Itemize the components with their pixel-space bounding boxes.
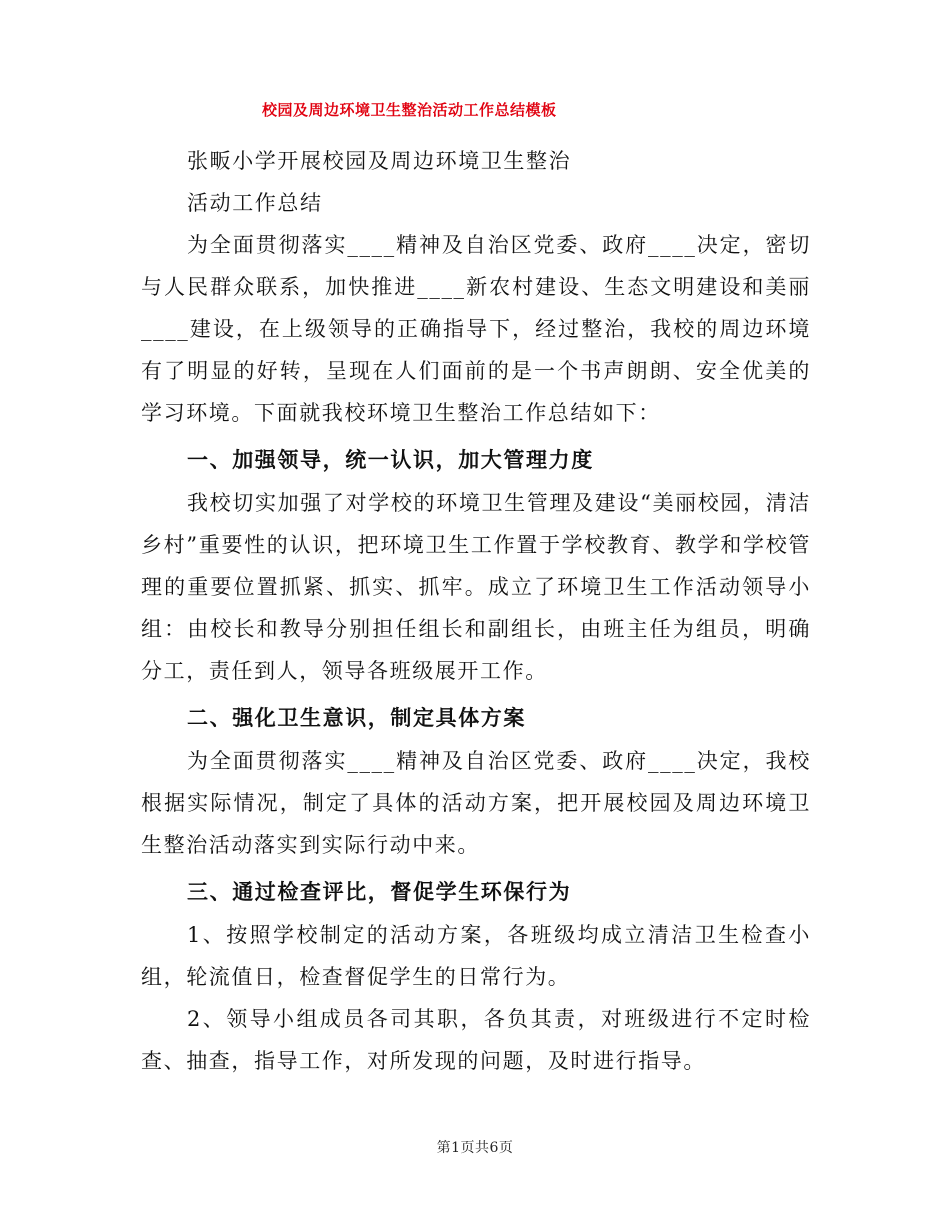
- section-1-heading: 一、加强领导，统一认识，加大管理力度: [187, 447, 594, 472]
- subtitle-line-2: 活动工作总结: [187, 191, 323, 215]
- section-1-paragraph: 我校切实加强了对学校的环境卫生管理及建设“美丽校园，清洁乡村”重要性的认识，把环境卫生工作置于学校教育、教学和学校管理的重要位置抓紧、抓实、抓牢。成立了环境卫生工作活动领导小组：由校长和教导分别担任组长和副组长，由班主任为组员，明确分工，责任到人，领导各班级展开工作。: [141, 491, 811, 683]
- subtitle-line-1: 张畈小学开展校园及周边环境卫生整治: [187, 149, 572, 173]
- section-3-item-2: 2、领导小组成员各司其职，各负其责，对班级进行不定时检查、抽查，指导工作，对所发现的问题，及时进行指导。: [141, 1007, 811, 1073]
- section-2-heading: 二、强化卫生意识，制定具体方案: [187, 705, 526, 730]
- section-3-heading: 三、通过检查评比，督促学生环保行为: [187, 879, 572, 904]
- section-2-paragraph: 为全面贯彻落实____精神及自治区党委、政府____决定，我校根据实际情况，制定了具体的活动方案，把开展校园及周边环境卫生整治活动落实到实际行动中来。: [141, 749, 811, 857]
- document-body: [141, 140, 811, 1082]
- page-number-footer: 第1页共6页: [436, 1140, 514, 1156]
- intro-paragraph: 为全面贯彻落实____精神及自治区党委、政府____决定，密切与人民群众联系，加快推进____新农村建设、生态文明建设和美丽____建设，在上级领导的正确指导下，经过整治，我校的周边环境有了明显的好转，呈现在人们面前的是一个书声朗朗、安全优美的学习环境。下面就我校环境卫生整治工作总结如下：: [141, 233, 811, 425]
- section-3-item-1: 1、按照学校制定的活动方案，各班级均成立清洁卫生检查小组，轮流值日，检查督促学生的日常行为。: [141, 923, 811, 989]
- document-title: 校园及周边环境卫生整治活动工作总结模板: [262, 101, 557, 119]
